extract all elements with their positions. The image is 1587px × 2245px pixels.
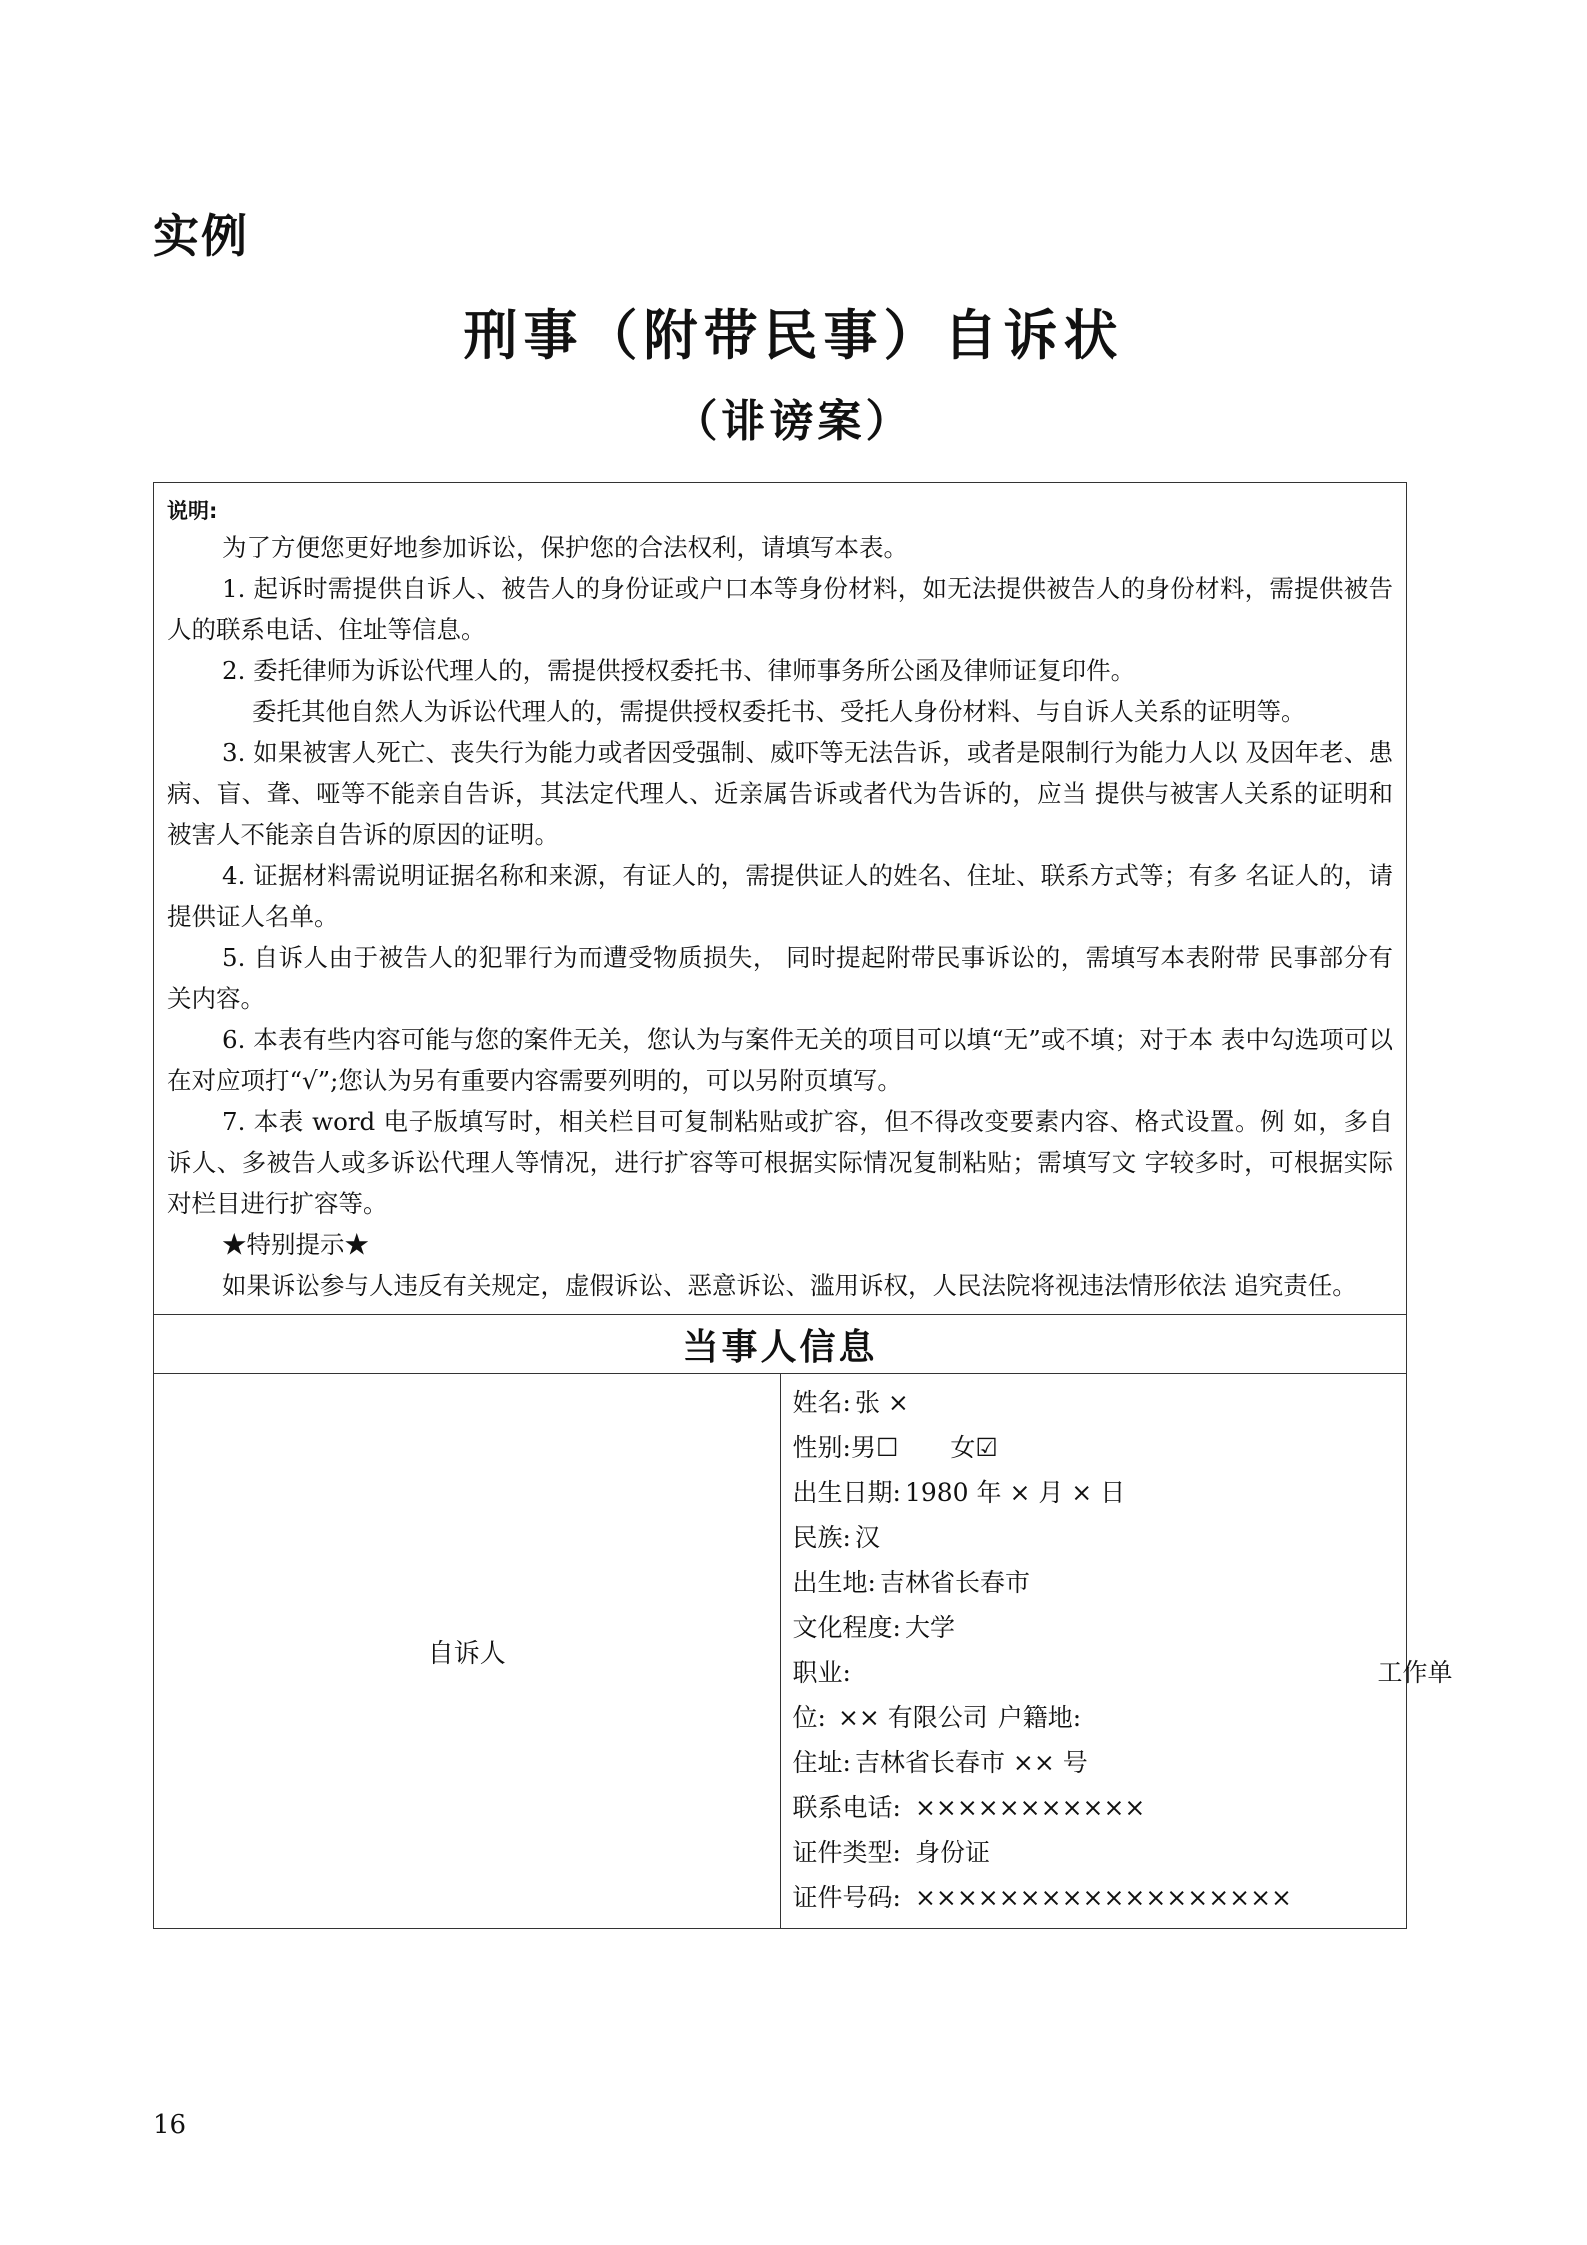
notes-item-3: 3. 如果被害人死亡、丧失行为能力或者因受强制、威吓等无法告诉，或者是限制行为能力人以 及因年老、患病、盲、聋、哑等不能亲自告诉，其法定代理人、近亲属告诉或者代为告诉的，应当 提供与被害人关系的证明和被害人不能亲自告诉的原因的证明。	[167, 738, 1393, 849]
party-section-header: 当事人信息	[154, 1315, 1407, 1374]
field-employer-label-end: 位:	[792, 1703, 826, 1732]
notes-item-5: 5. 自诉人由于被告人的犯罪行为而遭受物质损失， 同时提起附带民事诉讼的，需填写本表附带 民事部分有关内容。	[167, 943, 1393, 1013]
field-address	[793, 1740, 1395, 1785]
section-label: 实例	[153, 209, 249, 263]
field-address-value[interactable]: 吉林省长春市 ×× 号	[854, 1748, 1088, 1777]
field-phone-value[interactable]: ×××××××××××	[914, 1793, 1146, 1822]
notes-cell	[154, 483, 1407, 1315]
gender-female-checkbox[interactable]: ☑	[975, 1433, 998, 1462]
field-ethnicity	[793, 1515, 1395, 1560]
field-id-type-value[interactable]: 身份证	[914, 1838, 990, 1867]
notes-item-4: 4. 证据材料需说明证据名称和来源，有证人的，需提供证人的姓名、住址、联系方式等；有多 名证人的，请提供证人名单。	[167, 861, 1393, 931]
document-title: 刑事（附带民事）自诉状	[463, 304, 1124, 367]
field-name-label: 姓名:	[792, 1388, 851, 1417]
field-education-value[interactable]: 大学	[904, 1613, 955, 1642]
field-address-label: 住址:	[792, 1748, 851, 1777]
field-name	[793, 1380, 1395, 1425]
field-education-label: 文化程度:	[792, 1613, 901, 1642]
field-employer-value[interactable]: ×× 有限公司	[837, 1703, 988, 1732]
notes-heading: 说明:	[167, 499, 218, 523]
notes-intro: 为了方便您更好地参加诉讼，保护您的合法权利，请填写本表。	[222, 533, 908, 562]
notes-item-1: 1. 起诉时需提供自诉人、被告人的身份证或户口本等身份材料，如无法提供被告人的身份材料，需提供被告人的联系电话、住址等信息。	[167, 574, 1393, 644]
party-section-header-row	[154, 1315, 1407, 1374]
field-id-number-label: 证件号码:	[792, 1883, 901, 1912]
field-gender	[793, 1425, 1395, 1470]
field-id-type-label: 证件类型:	[792, 1838, 901, 1867]
notes-item-2: 2. 委托律师为诉讼代理人的，需提供授权委托书、律师事务所公函及律师证复印件。	[222, 656, 1136, 685]
gender-male-checkbox[interactable]: ☐	[875, 1433, 899, 1462]
field-employer-label-start: 工作单	[1377, 1658, 1453, 1687]
party-label-plaintiff: 自诉人	[154, 1374, 781, 1929]
field-id-number-value[interactable]: ××××××××××××××××××	[914, 1883, 1292, 1912]
gender-female-label: 女	[950, 1433, 976, 1462]
field-birth-date	[793, 1470, 1395, 1515]
field-ethnicity-value[interactable]: 汉	[854, 1523, 880, 1552]
field-id-number	[793, 1875, 1395, 1920]
plaintiff-fields	[780, 1374, 1453, 1929]
field-occupation-label: 职业:	[792, 1658, 851, 1687]
field-id-type	[793, 1830, 1395, 1875]
notes-item-2-continued: 委托其他自然人为诉讼代理人的，需提供授权委托书、受托人身份材料、与自诉人关系的证明等。	[252, 697, 1306, 726]
field-ethnicity-label: 民族:	[792, 1523, 851, 1552]
plaintiff-row	[154, 1374, 1407, 1929]
field-occupation	[792, 1650, 1453, 1695]
complaint-form-table	[153, 482, 1453, 1929]
field-birthplace-label: 出生地:	[792, 1568, 876, 1597]
field-birthplace	[793, 1560, 1395, 1605]
field-name-value[interactable]: 张 ×	[854, 1388, 909, 1417]
page-number: 16	[153, 2110, 187, 2140]
special-notice-heading: ★特别提示★	[222, 1230, 369, 1259]
field-employer	[793, 1695, 1395, 1740]
notes-item-7: 7. 本表 word 电子版填写时，相关栏目可复制粘贴或扩容，但不得改变要素内容、格式设置。例 如，多自诉人、多被告人或多诉讼代理人等情况，进行扩容等可根据实际情况复制粘贴；需填写文 字较多时，可根据实际对栏目进行扩容等。	[167, 1107, 1393, 1218]
field-education	[793, 1605, 1395, 1650]
field-phone	[793, 1785, 1395, 1830]
field-birth-date-label: 出生日期:	[792, 1478, 901, 1507]
gender-male-label: 男	[850, 1433, 876, 1462]
field-phone-label: 联系电话:	[792, 1793, 901, 1822]
field-gender-label: 性别:	[792, 1433, 851, 1462]
field-birthplace-value[interactable]: 吉林省长春市	[879, 1568, 1030, 1597]
field-household-label: 户籍地:	[997, 1703, 1082, 1732]
field-birth-date-value[interactable]: 1980 年 × 月 × 日	[904, 1478, 1126, 1507]
notes-row	[154, 483, 1407, 1315]
notes-item-6: 6. 本表有些内容可能与您的案件无关，您认为与案件无关的项目可以填“无”或不填；对于本 表中勾选项可以在对应项打“√”;您认为另有重要内容需要列明的，可以另附页填写。	[167, 1025, 1393, 1095]
document-subtitle: （诽谤案）	[673, 396, 914, 447]
special-notice-text: 如果诉讼参与人违反有关规定，虚假诉讼、恶意诉讼、滥用诉权，人民法院将视违法情形依法 追究责任。	[222, 1271, 1357, 1300]
